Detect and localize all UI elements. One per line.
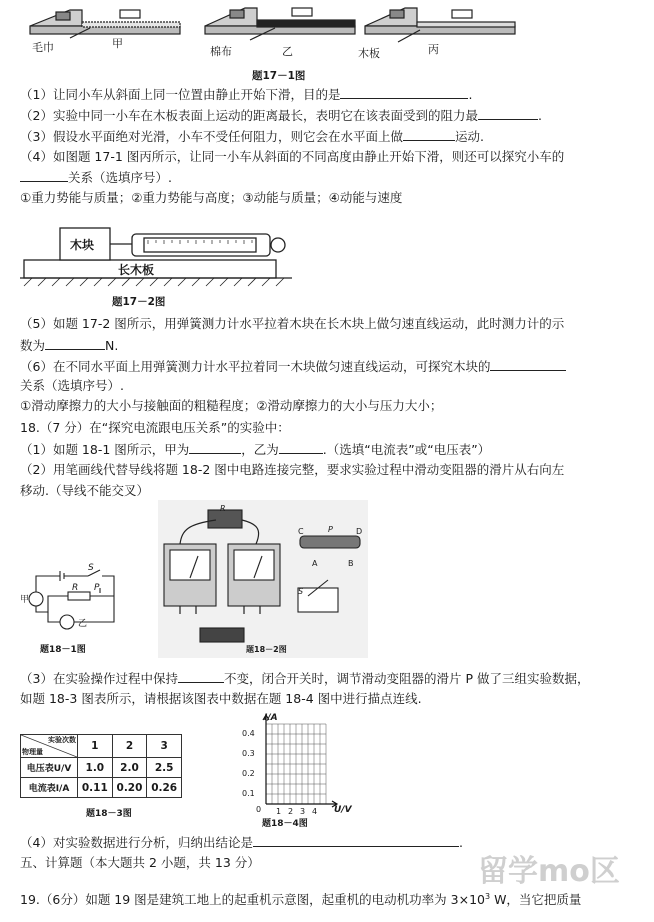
figure-17-2 <box>20 212 300 304</box>
caption-18-3: 题18－3图 <box>86 809 132 819</box>
caption-18-1: 题18－1图 <box>40 645 86 655</box>
x-axis-label: U/V <box>334 805 352 815</box>
y-axis-label: I/A <box>264 713 278 723</box>
label-board: 长木板 <box>118 263 155 277</box>
table-row <box>21 758 182 778</box>
origin-label: 0 <box>256 805 262 814</box>
label-jia: 甲 <box>112 37 123 50</box>
caption-17-1: 题17－1图 <box>252 70 306 82</box>
table-cell: 0.26 <box>147 778 182 798</box>
q18-line3a: （3）在实验操作过程中保持 不变，闭合开关时，调节滑动变阻器的滑片 P 做了三组实验数据， <box>20 671 590 686</box>
q17-line5a: （5）如题 17-2 图所示，用弹簧测力计水平拉着木块在长木块上做匀速直线运动，此时测力计的示 <box>20 316 565 331</box>
y-tick: 0.2 <box>242 769 255 778</box>
label-s-18-2: S <box>298 587 304 596</box>
q18-title: 18.（7 分）在“探究电流跟电压关系”的实验中： <box>20 420 290 435</box>
data-table-18-3 <box>20 734 182 798</box>
caption-18-2: 题18－2图 <box>246 645 287 654</box>
label-c-18-2: C <box>298 527 304 536</box>
x-tick: 3 <box>300 807 306 816</box>
label-bing: 丙 <box>428 43 439 56</box>
blank-17-5[interactable] <box>45 337 105 350</box>
label-towel: 毛巾 <box>32 41 54 54</box>
figure-18-2 <box>158 500 368 658</box>
table-cell: 2.5 <box>147 758 182 778</box>
table-cell: 0.20 <box>112 778 147 798</box>
blank-17-3[interactable] <box>403 128 455 141</box>
row-label-current: 电流表I/A <box>21 778 78 798</box>
label-b-18-2: B <box>348 559 354 568</box>
label-cotton: 棉布 <box>210 45 232 58</box>
q19-line1: 19.（6分）如题 19 图是建筑工地上的起重机示意图，起重机的电动机功率为 $3\times 10^3$ W，当它把质量 <box>20 892 582 908</box>
section-5-title: 五、计算题（本大题共 2 小题，共 13 分） <box>20 855 260 870</box>
x-tick: 2 <box>288 807 294 816</box>
y-tick: 0.1 <box>242 789 255 798</box>
label-p-18-2: P <box>328 525 333 534</box>
y-tick: 0.4 <box>242 729 255 738</box>
figure-18-1 <box>18 560 128 640</box>
label-d-18-2: D <box>356 527 363 536</box>
q17-line4b: 关系（选填序号）. <box>20 169 172 186</box>
blank-18-4[interactable] <box>253 834 459 847</box>
table-cell: 1.0 <box>78 758 113 778</box>
table-corner: 实验次数 物理量 <box>22 736 76 756</box>
label-block: 木块 <box>70 238 95 252</box>
q17-options-4: ①重力势能与质量；②重力势能与高度；③动能与质量；④动能与速度 <box>20 190 403 205</box>
blank-18-1a[interactable] <box>189 441 241 454</box>
label-wood: 木板 <box>358 47 380 60</box>
blank-17-4[interactable] <box>20 169 68 182</box>
label-yi-18: 乙 <box>78 619 88 629</box>
label-jia-18: 甲 <box>20 595 30 605</box>
label-p-18-1: P <box>94 583 100 593</box>
figure-17-1 <box>20 0 620 82</box>
table-cell: 0.11 <box>78 778 113 798</box>
q17-line6a: （6）在不同水平面上用弹簧测力计水平拉着同一木块做匀速直线运动，可探究木块的 <box>20 358 566 375</box>
blank-18-3[interactable] <box>178 670 224 683</box>
q17-options-6: ①滑动摩擦力的大小与接触面的粗糙程度；②滑动摩擦力的大小与压力大小； <box>20 398 443 413</box>
q17-line5b: 数为 N. <box>20 338 119 353</box>
q18-line2a: （2）用笔画线代替导线将题 18-2 图中电路连接完整，要求实验过程中滑动变阻器的滑片从右向左 <box>20 462 565 477</box>
x-tick: 4 <box>312 807 318 816</box>
label-r-18-1: R <box>72 583 79 593</box>
q17-line3: （3）假设水平面绝对光滑，小车不受任何阻力，则它会在水平面上做 运动. <box>20 129 484 144</box>
caption-18-4: 题18－4图 <box>262 819 308 829</box>
caption-17-2: 题17－2图 <box>112 296 166 308</box>
blank-17-2[interactable] <box>478 107 538 120</box>
q18-line2b: 移动.（导线不能交叉） <box>20 483 149 498</box>
label-r-18-2: R <box>220 504 226 513</box>
label-yi: 乙 <box>282 45 293 58</box>
y-tick: 0.3 <box>242 749 255 758</box>
table-cell: 2.0 <box>112 758 147 778</box>
figure-18-4 <box>236 714 356 824</box>
q17-line2: （2）实验中同一小车在木板表面上运动的距离最长，表明它在该表面受到的阻力最 . <box>20 108 542 123</box>
q17-line6b: 关系（选填序号）. <box>20 378 124 393</box>
table-header-row <box>21 735 182 758</box>
label-a-18-2: A <box>312 559 318 568</box>
table-col-3: 3 <box>147 735 182 758</box>
table-row <box>21 778 182 798</box>
q18-line4: （4）对实验数据进行分析，归纳出结论是 . <box>20 835 463 850</box>
blank-17-1[interactable] <box>340 86 468 99</box>
row-label-voltage: 电压表U/V <box>21 758 78 778</box>
label-s-18-1: S <box>88 563 94 573</box>
q17-line4a: （4）如图题 17-1 图丙所示，让同一小车从斜面的不同高度由静止开始下滑，则还可以探究小车的 <box>20 149 565 164</box>
blank-17-6[interactable] <box>490 358 566 371</box>
blank-18-1b[interactable] <box>279 441 323 454</box>
table-col-1: 1 <box>78 735 113 758</box>
x-tick: 1 <box>276 807 282 816</box>
watermark: 留学mo区 <box>478 854 620 889</box>
table-col-2: 2 <box>112 735 147 758</box>
q18-line1: （1）如题 18-1 图所示，甲为 ，乙为 .（选填“电流表”或“电压表”） <box>20 442 491 457</box>
q17-line1: （1）让同小车从斜面上同一位置由静止开始下滑，目的是 . <box>20 87 473 102</box>
q18-line3c: 如题 18-3 图表所示，请根据该图表中数据在题 18-4 图中进行描点连线. <box>20 691 422 706</box>
